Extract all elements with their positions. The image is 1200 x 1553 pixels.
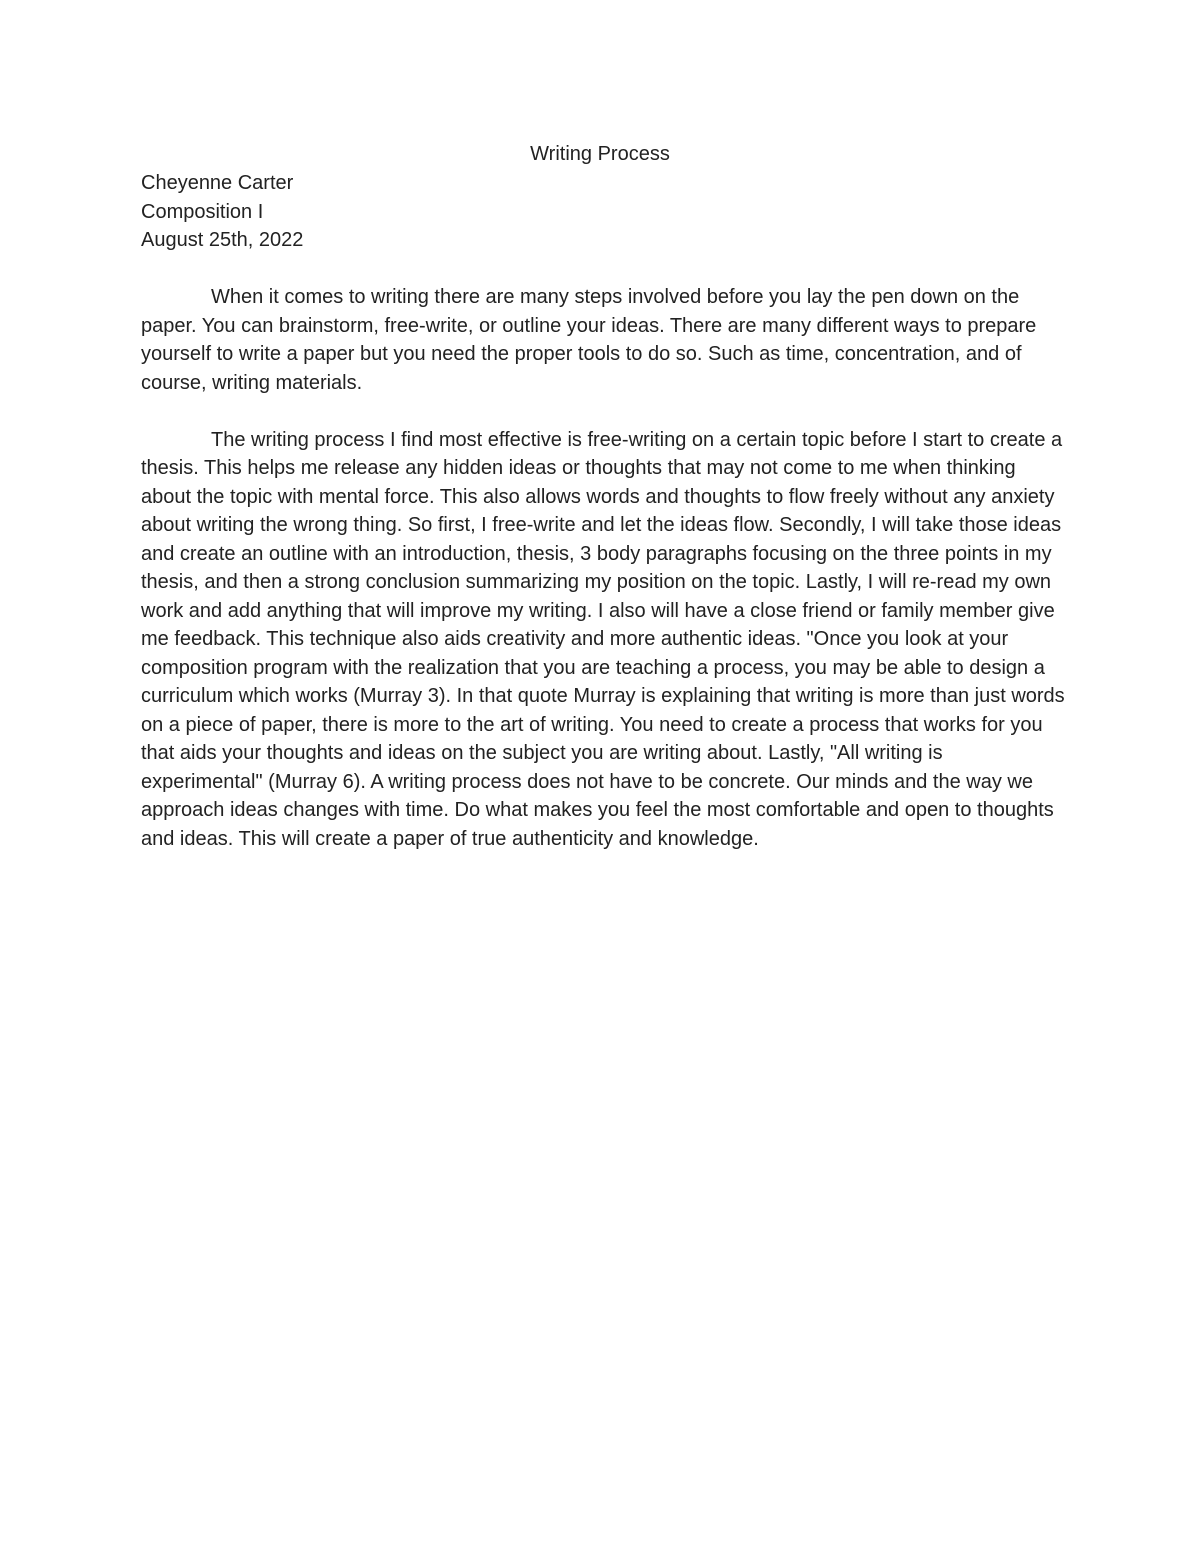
- paragraph-1: When it comes to writing there are many steps involved before you lay the pen down on the paper. You can brainstorm, free-write, or outline your ideas. There are many different ways to prepare yourself to write a paper but you need the proper tools to do so. Such as time, concentration, and of course, writing materials.: [141, 286, 1037, 394]
- course-name: Composition I: [141, 200, 264, 223]
- page-title: Writing Process: [530, 143, 670, 165]
- author-name: Cheyenne Carter: [141, 172, 294, 194]
- heading-block: [141, 169, 303, 255]
- essay-body: [141, 283, 1066, 882]
- document-date: August 25th, 2022: [141, 229, 304, 251]
- paragraph-2: The writing process I find most effective is free-writing on a certain topic before I start to create a thesis. This helps me release any hidden ideas or thoughts that may not come to me when thinking about the topic with mental force. This also allows words and thoughts to flow freely without any anxiety about writing the wrong thing. So first, I free-write and let the ideas flow. Secondly, I will take those ideas and create an outline with an introduction, thesis, 3 body paragraphs focusing on the three points in my thesis, and then a strong conclusion summarizing my position on the topic. Lastly, I will re-read my own work and add anything that will improve my writing. I also will have a close friend or family member give me feedback. This technique also aids creativity and more authentic ideas. "Once you look at your composition program with the realization that you are teaching a process, you may be able to design a curriculum which works (Murray 3). In that quote Murray is explaining that writing is more than just words on a piece of paper, there is more to the art of writing. You need to create a process that works for you that aids your thoughts and ideas on the subject you are writing about. Lastly, "All writing is experimental" (Murray 6). A writing process does not have to be concrete. Our minds and the way we approach ideas changes with time. Do what makes you feel the most comfortable and open to thoughts and ideas. This will create a paper of true authenticity and knowledge.: [141, 428, 1065, 850]
